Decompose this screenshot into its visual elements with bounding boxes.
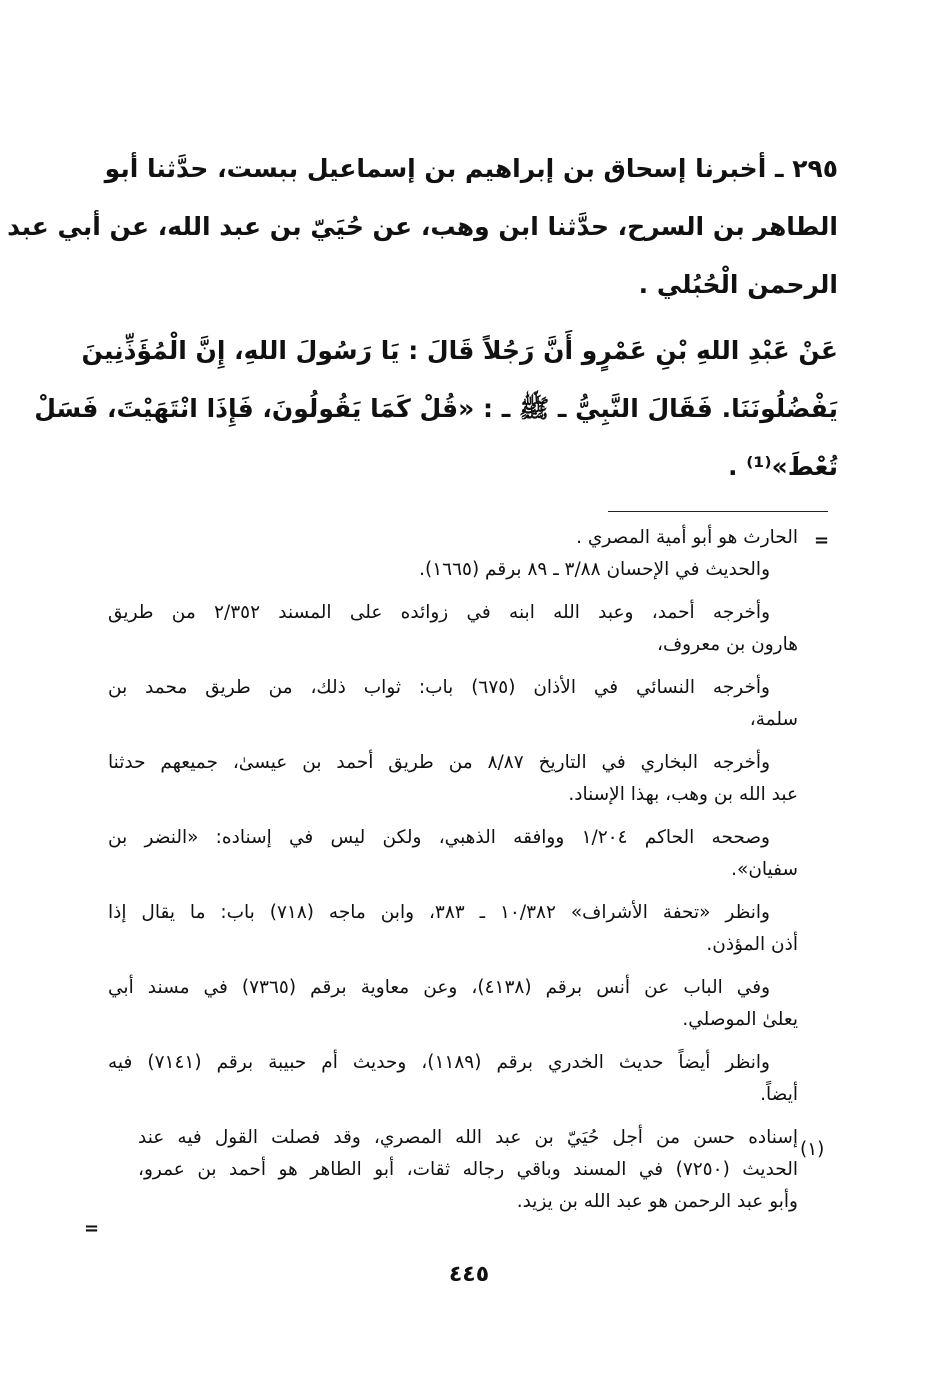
footnote-1 [138,1122,798,1218]
continuation-mark: = [814,530,830,551]
footnote-line: وأخرجه البخاري في التاريخ ٨/٨٧ من طريق أحمد بن عيسىٰ، جميعهم حدثنا [108,752,771,773]
hadith-line: تُعْطَ»⁽¹⁾ . [728,452,838,481]
next-page-mark: = [84,1218,100,1239]
footnote-line: وأبو عبد الرحمن هو عبد الله بن يزيد. [516,1191,798,1212]
hadith-line: الرحمن الْحُبُلي . [638,270,838,299]
footnote-line: عبد الله بن وهب، بهذا الإسناد. [568,784,798,805]
footnote-line: هارون بن معروف، [657,634,798,655]
footnote-line: أذن المؤذن. [706,934,798,955]
footnotes [108,522,798,1218]
footnote-line: الحارث هو أبو أمية المصري . [576,527,798,548]
footnote-divider [608,511,828,512]
hadith-line: الطاهر بن السرح، حدَّثنا ابن وهب، عن حُيَيّ بن عبد الله، عن أبي عبد [7,212,838,241]
footnote-line: أيضاً. [760,1084,798,1105]
hadith-text [7,140,838,496]
footnote-line: سفيان». [731,859,798,880]
footnote-line: وفي الباب عن أنس برقم (٤١٣٨)، وعن معاوية برقم (٧٣٦٥) في مسند أبي [108,977,770,998]
footnote-1-number: (١) [800,1139,825,1160]
footnote-line: وانظر «تحفة الأشراف» ١٠/٣٨٢ ـ ٣٨٣، وابن ماجه (٧١٨) باب: ما يقال إذا [108,902,770,923]
hadith-line: عَنْ عَبْدِ اللهِ بْنِ عَمْرٍو أَنَّ رَجُلاً قَالَ : يَا رَسُولَ اللهِ، إِنَّ الْمُؤَذِّنِينَ [81,336,838,365]
footnote-line: وأخرجه أحمد، وعبد الله ابنه في زوائده على المسند ٢/٣٥٢ من طريق [108,602,771,623]
footnote-line: والحديث في الإحسان ٣/٨٨ ـ ٨٩ برقم (١٦٦٥). [419,559,770,580]
footnote-line: وأخرجه النسائي في الأذان (٦٧٥) باب: ثواب ذلك، من طريق محمد بن [108,677,770,698]
hadith-line: ٢٩٥ ـ أخبرنا إسحاق بن إبراهيم بن إسماعيل ببست، حدَّثنا أبو [104,154,838,183]
footnote-line: الحديث (٧٢٥٠) في المسند وباقي رجاله ثقات، أبو الطاهر هو أحمد بن عمرو، [138,1159,798,1180]
footnote-line: يعلىٰ الموصلي. [682,1009,798,1030]
footnote-line: وصححه الحاكم ١/٢٠٤ ووافقه الذهبي، ولكن ليس في إسناده: «النضر بن [108,827,770,848]
hadith-line: يَفْضُلُونَنَا. فَقَالَ النَّبِيُّ ـ ﷺ ـ : «قُلْ كَمَا يَقُولُونَ، فَإِذَا انْتَهَيْتَ، فَسَلْ [34,394,838,423]
footnote-line: سلمة، [749,709,798,730]
footnote-line: إسناده حسن من أجل حُيَيّ بن عبد الله المصري، وقد فصلت القول فيه عند [138,1127,798,1148]
footnote-line: وانظر أيضاً حديث الخدري برقم (١١٨٩)، وحديث أم حبيبة برقم (٧١٤١) فيه [108,1052,770,1073]
page-number: ٤٤٥ [448,1262,490,1287]
